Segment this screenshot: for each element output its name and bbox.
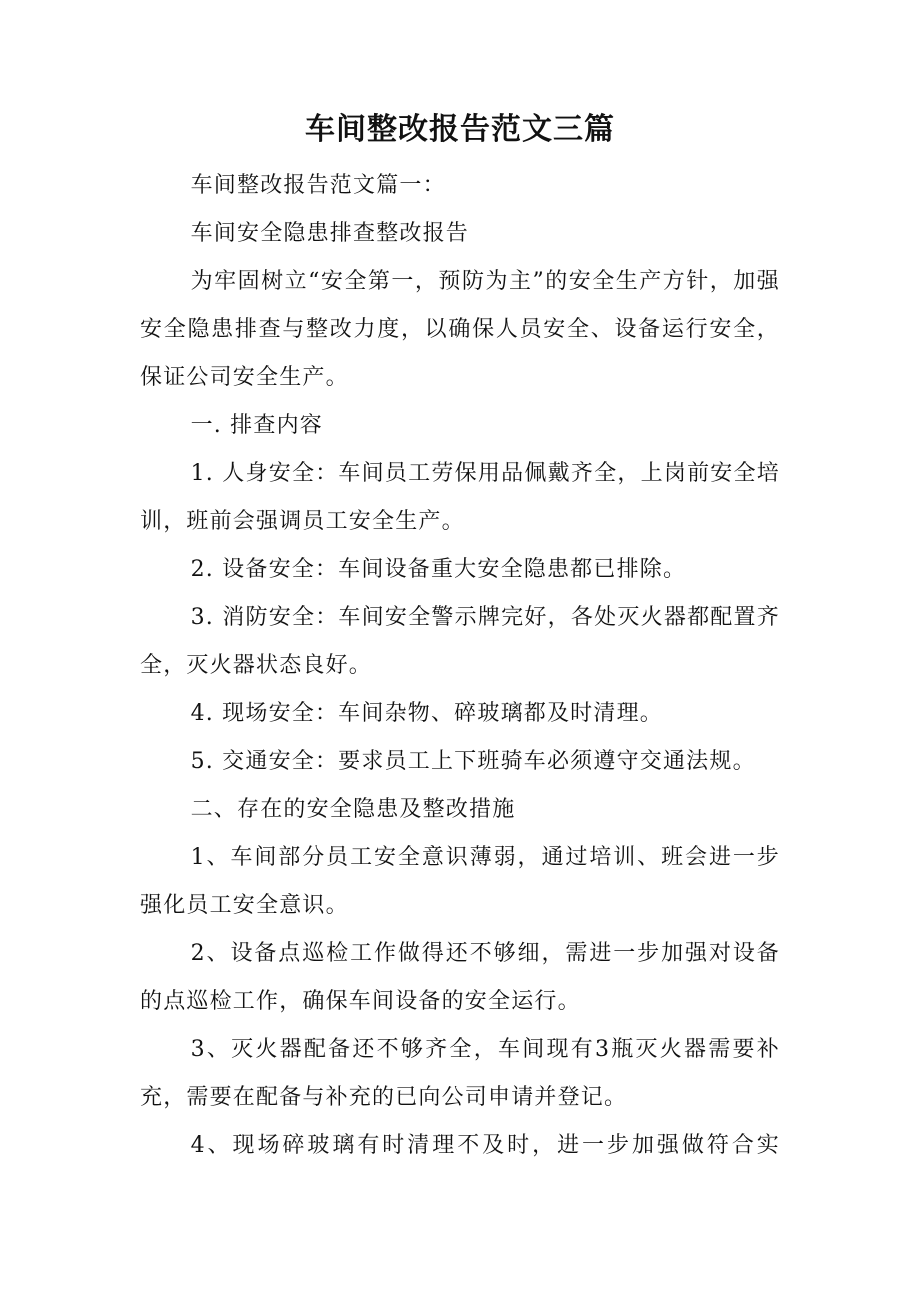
intro-paragraph: 为牢固树立“安全第一，预防为主”的安全生产方针，加强安全隐患排查与整改力度，以确保人员安全、设备运行安全，保证公司安全生产。 [140,269,780,390]
list-item: 4. 现场安全：车间杂物、碎玻璃都及时清理。 [190,701,663,726]
list-item: 5. 交通安全：要求员工上下班骑车必须遵守交通法规。 [190,749,756,774]
document-body [140,162,780,1170]
document-title: 车间整改报告范文三篇 [305,112,615,147]
list-item: 3. 消防安全：车间安全警示牌完好，各处灭火器都配置齐全，灭火器状态良好。 [140,605,780,678]
list-item: 2、设备点巡检工作做得还不够细，需进一步加强对设备的点巡检工作，确保车间设备的安全运行。 [140,941,780,1014]
list-item: 3、灭火器配备还不够齐全，车间现有3瓶灭火器需要补充，需要在配备与补充的已向公司申请并登记。 [140,1037,780,1110]
report-subtitle: 车间安全隐患排查整改报告 [190,221,469,246]
section-heading: 车间整改报告范文篇一： [190,173,446,198]
list-item: 1、车间部分员工安全意识薄弱，通过培训、班会进一步强化员工安全意识。 [140,845,780,918]
list-item: 1. 人身安全：车间员工劳保用品佩戴齐全，上岗前安全培训，班前会强调员工安全生产。 [140,461,780,534]
section-heading: 二、存在的安全隐患及整改措施 [190,797,516,822]
list-item: 4、现场碎玻璃有时清理不及时，进一步加强做符合实 [190,1133,780,1158]
list-item: 2. 设备安全：车间设备重大安全隐患都已排除。 [190,557,687,582]
section-heading: 一. 排查内容 [190,413,323,438]
